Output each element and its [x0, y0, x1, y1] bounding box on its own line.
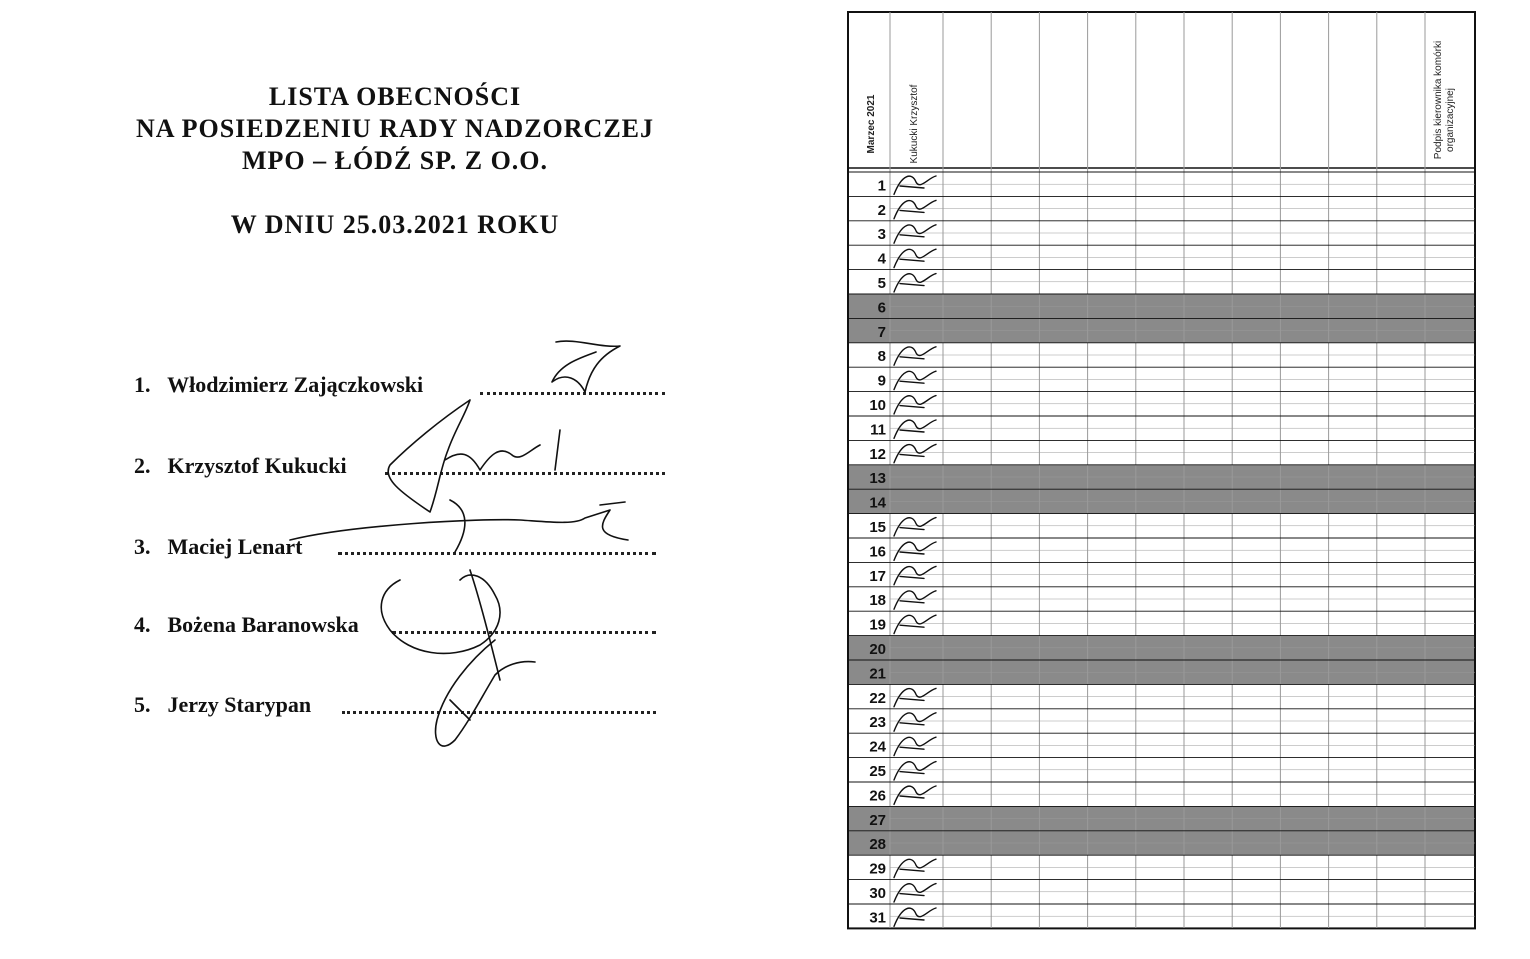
day-number-label: 17: [869, 567, 886, 585]
member-number: 4.: [134, 612, 151, 637]
month-label: Marzec 2021: [866, 94, 877, 154]
day-number-label: 14: [869, 494, 886, 512]
daily-signature-scribble: [894, 274, 936, 292]
day-number-label: 11: [870, 421, 886, 439]
member-name: Maciej Lenart: [167, 534, 303, 559]
day-number-label: 25: [869, 763, 886, 780]
daily-signature-scribble: [894, 908, 936, 926]
day-number-label: 31: [869, 909, 886, 927]
day-number-label: 5: [877, 275, 886, 292]
member-name: Jerzy Starypan: [167, 692, 312, 717]
day-number-label: 23: [869, 714, 886, 732]
timesheet-grid: [800, 0, 1530, 959]
day-number-label: 22: [869, 689, 886, 707]
signature-line: [480, 388, 665, 395]
document-subtitle: NA POSIEDZENIU RADY NADZORCZEJ: [135, 114, 655, 143]
day-number-label: 26: [869, 787, 886, 805]
day-number-label: 2: [877, 201, 886, 219]
daily-signature-scribble: [894, 249, 936, 267]
day-number-label: 27: [869, 811, 886, 829]
daily-signature-scribble: [894, 591, 936, 609]
day-number-label: 21: [869, 665, 886, 683]
member-name: Włodzimierz Zajączkowski: [167, 372, 424, 397]
person-column-label: Kukucki Krzysztof: [909, 84, 920, 164]
company-name: MPO – ŁÓDŹ SP. Z O.O.: [241, 146, 549, 175]
monthly-timesheet: [800, 0, 1530, 959]
daily-signature-scribble: [894, 542, 936, 560]
daily-signature-scribble: [894, 396, 936, 414]
member-number: 3.: [134, 534, 151, 559]
day-number-label: 19: [869, 616, 886, 634]
signature-line: [385, 468, 665, 475]
day-number-label: 28: [869, 836, 886, 854]
supervisor-column-label-2: organizacyjnej: [1445, 88, 1456, 152]
daily-signature-scribble: [894, 859, 936, 877]
day-number-label: 18: [869, 592, 886, 610]
daily-signature-scribble: [894, 615, 936, 633]
signature-line: [338, 548, 656, 555]
day-number-label: 20: [869, 641, 886, 658]
day-number-label: 1: [877, 177, 886, 195]
daily-signature-scribble: [894, 884, 936, 902]
signature-1: [552, 341, 620, 392]
day-number-label: 8: [877, 348, 886, 366]
daily-signature-scribble: [894, 518, 936, 536]
daily-signature-scribble: [894, 371, 936, 389]
daily-signature-scribble: [894, 176, 936, 194]
member-row: [134, 612, 359, 638]
daily-signature-scribble: [894, 225, 936, 243]
member-row: [134, 372, 423, 398]
daily-signature-scribble: [894, 713, 936, 731]
day-number-label: 12: [869, 445, 886, 463]
day-number-label: 29: [869, 860, 886, 878]
day-number-label: 13: [869, 470, 886, 488]
member-name: Bożena Baranowska: [167, 612, 359, 637]
day-number-label: 7: [877, 323, 886, 341]
day-number-label: 30: [869, 885, 886, 902]
daily-signature-scribble: [894, 347, 936, 365]
member-row: [134, 453, 347, 479]
day-number-label: 10: [869, 397, 886, 414]
signature-5: [436, 640, 535, 746]
member-number: 1.: [134, 372, 151, 397]
member-name: Krzysztof Kukucki: [167, 453, 347, 478]
day-number-label: 15: [869, 519, 886, 536]
member-number: 5.: [134, 692, 151, 717]
member-number: 2.: [134, 453, 151, 478]
daily-signature-scribble: [894, 420, 936, 438]
daily-signature-scribble: [894, 786, 936, 804]
daily-signature-scribble: [894, 737, 936, 755]
member-row: [134, 692, 311, 718]
signature-line: [392, 627, 656, 634]
daily-signature-scribble: [894, 200, 936, 218]
day-number-label: 24: [869, 738, 886, 756]
daily-signature-scribble: [894, 444, 936, 462]
daily-signature-scribble: [894, 566, 936, 584]
signature-4: [381, 570, 500, 680]
signature-2: [388, 400, 560, 512]
day-number-label: 3: [877, 226, 886, 244]
meeting-date: W DNIU 25.03.2021 ROKU: [230, 210, 560, 239]
member-row: [134, 534, 303, 560]
daily-signature-scribble: [894, 688, 936, 706]
day-number-label: 16: [869, 543, 886, 561]
day-number-label: 4: [877, 250, 886, 268]
signature-line: [342, 707, 656, 714]
daily-signature-scribble: [894, 762, 936, 780]
supervisor-column-label: Podpis kierownika komórki: [1433, 40, 1444, 160]
signature-3: [290, 500, 628, 552]
day-number-label: 6: [877, 299, 886, 317]
day-number-label: 9: [877, 372, 886, 390]
document-title: LISTA OBECNOŚCI: [268, 82, 522, 111]
